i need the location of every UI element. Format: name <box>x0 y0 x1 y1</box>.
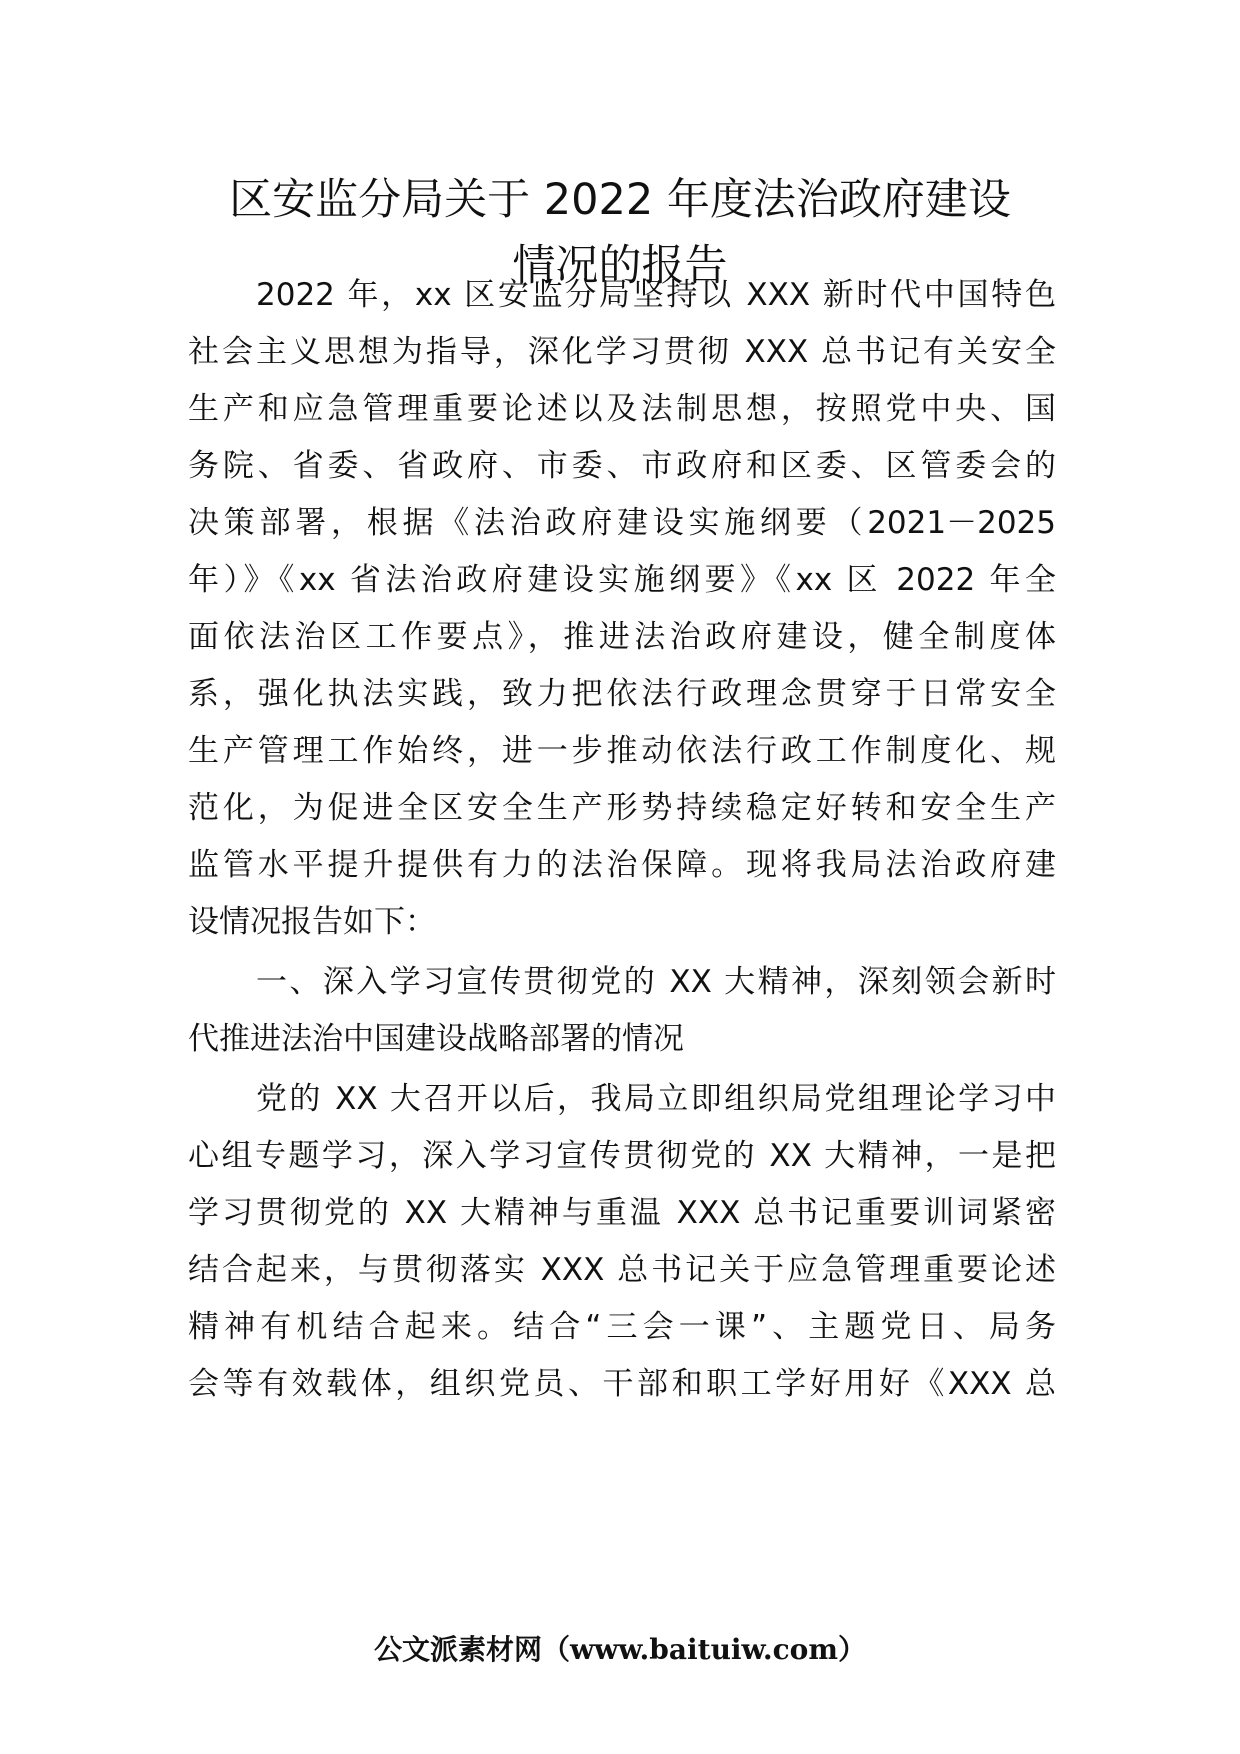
paragraph-1-line-12: 设情况报告如下： <box>188 904 436 940</box>
paragraph-2-line-2: 心组专题学习，深入学习宣传贯彻党的 XX 大精神，一是把 <box>188 1138 1056 1174</box>
paragraph-2-line-5: 精神有机结合起来。结合“三会一课”、主题党日、局务 <box>188 1309 1056 1345</box>
paragraph-1-line-3: 生产和应急管理重要论述以及法制思想，按照党中央、国 <box>188 391 1056 427</box>
paragraph-1-line-7: 面依法治区工作要点》，推进法治政府建设，健全制度体 <box>188 619 1056 655</box>
section-1-heading-line-1: 一、深入学习宣传贯彻党的 XX 大精神，深刻领会新时 <box>256 964 1056 1000</box>
paragraph-2-line-6: 会等有效载体，组织党员、干部和职工学好用好《XXX 总 <box>188 1366 1056 1402</box>
section-1-heading-line-2: 代推进法治中国建设战略部署的情况 <box>188 1021 684 1057</box>
footer-watermark-text: 公文派素材网（www.baituiw.com） <box>374 1633 866 1666</box>
paragraph-1-line-6: 年）》《xx 省法治政府建设实施纲要》《xx 区 2022 年全 <box>188 562 1056 598</box>
paragraph-1-line-9: 生产管理工作始终，进一步推动依法行政工作制度化、规 <box>188 733 1056 769</box>
document-title-line-2: 情况的报告 <box>512 241 728 291</box>
paragraph-1-line-11: 监管水平提升提供有力的法治保障。现将我局法治政府建 <box>188 847 1056 883</box>
paragraph-1-line-2: 社会主义思想为指导，深化学习贯彻 XXX 总书记有关安全 <box>188 334 1056 370</box>
document-title-line-1: 区安监分局关于 2022 年度法治政府建设 <box>229 175 1011 225</box>
paragraph-1-line-8: 系，强化执法实践，致力把依法行政理念贯穿于日常安全 <box>188 676 1056 712</box>
paragraph-1-line-1: 2022 年，xx 区安监分局坚持以 XXX 新时代中国特色 <box>256 277 1056 313</box>
paragraph-1-line-5: 决策部署，根据《法治政府建设实施纲要（2021－2025 <box>188 505 1056 541</box>
paragraph-1-line-4: 务院、省委、省政府、市委、市政府和区委、区管委会的 <box>188 448 1056 484</box>
paragraph-2-line-1: 党的 XX 大召开以后，我局立即组织局党组理论学习中 <box>256 1081 1056 1117</box>
paragraph-2-line-4: 结合起来，与贯彻落实 XXX 总书记关于应急管理重要论述 <box>188 1252 1056 1288</box>
paragraph-2-line-3: 学习贯彻党的 XX 大精神与重温 XXX 总书记重要训词紧密 <box>188 1195 1056 1231</box>
paragraph-1-line-10: 范化，为促进全区安全生产形势持续稳定好转和安全生产 <box>188 790 1056 826</box>
